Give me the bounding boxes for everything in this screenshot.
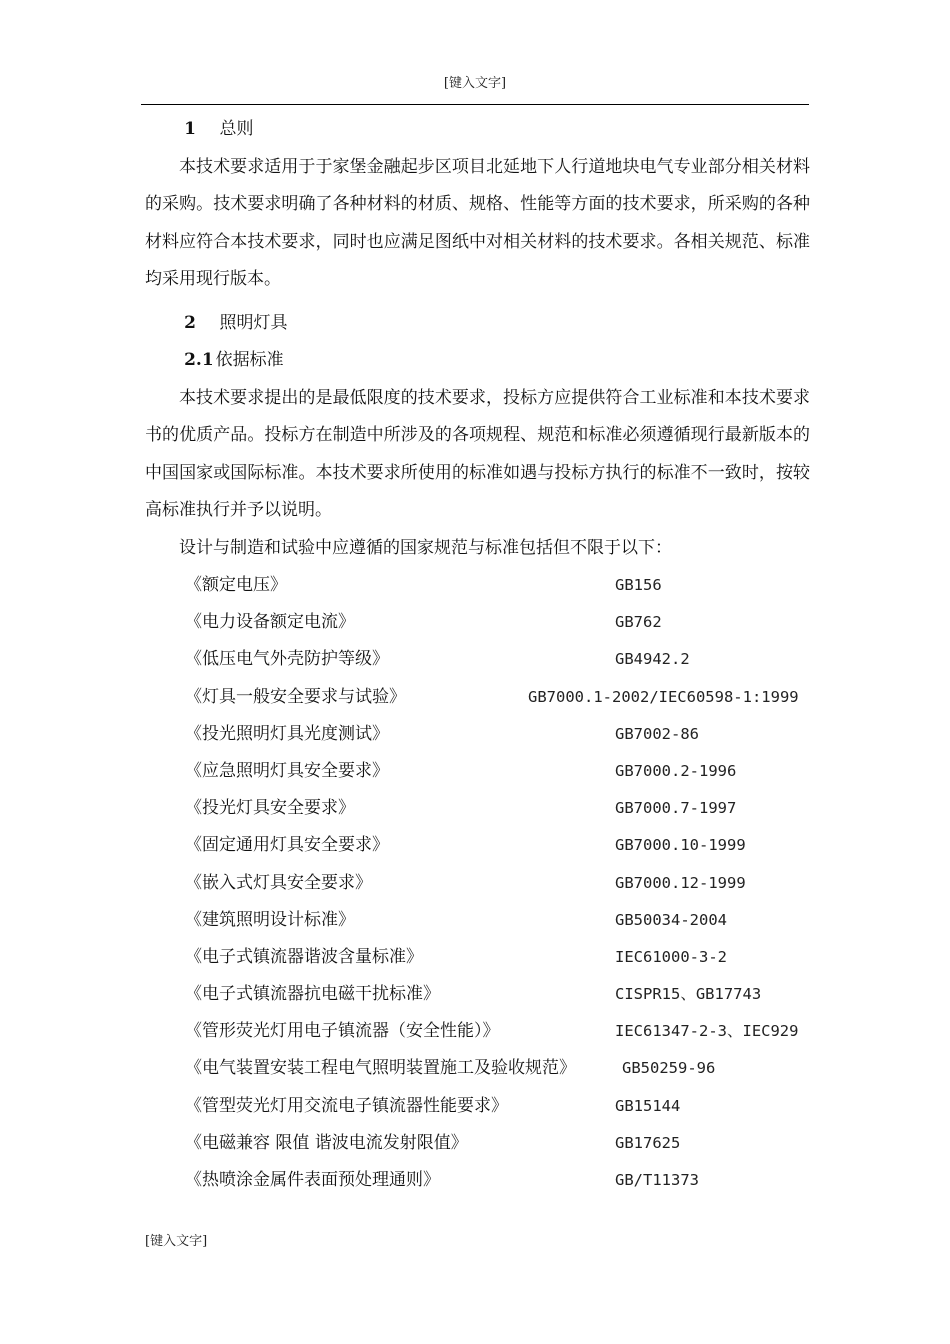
standard-item (145, 1125, 810, 1162)
section-1-heading (145, 111, 810, 149)
section-2-heading (145, 305, 810, 343)
page-header: [键入文字] (443, 76, 507, 91)
section-2-1-title: 依据标准 (215, 350, 284, 370)
standard-title: 《应急照明灯具安全要求》 (185, 760, 389, 781)
standard-item (145, 1050, 810, 1087)
standard-code: GB7002-86 (615, 724, 699, 743)
standard-title: 《电力设备额定电流》 (185, 612, 355, 633)
standard-title: 《投光照明灯具光度测试》 (185, 723, 389, 744)
standard-code: IEC61347-2-3、IEC929 (615, 1022, 799, 1041)
standard-item (145, 939, 810, 976)
standard-code: CISPR15、GB17743 (615, 985, 762, 1004)
standard-item (145, 679, 810, 716)
standard-item (145, 716, 810, 753)
standard-code: GB7000.1-2002/IEC60598-1:1999 (528, 687, 799, 706)
standard-code: GB50034-2004 (615, 910, 727, 929)
page-footer: [键入文字] (145, 1234, 208, 1249)
standard-item (145, 567, 810, 604)
standard-code: GB4942.2 (615, 650, 690, 669)
standard-item (145, 976, 810, 1013)
standard-code: GB156 (615, 576, 662, 594)
standard-item (145, 753, 810, 790)
standards-list (145, 567, 810, 1199)
standard-code: GB/T11373 (615, 1171, 699, 1189)
section-2-number: 2 (184, 312, 196, 333)
standard-item (145, 1013, 810, 1050)
header-rule (141, 104, 809, 105)
standard-code: GB762 (615, 613, 662, 632)
standard-title: 《电磁兼容 限值 谐波电流发射限值》 (185, 1132, 468, 1153)
standard-title: 《建筑照明设计标准》 (185, 909, 355, 930)
standard-code: GB15144 (615, 1096, 681, 1115)
standard-title: 《嵌入式灯具安全要求》 (185, 872, 372, 893)
document-body (145, 111, 810, 1199)
section-1-title: 总则 (219, 119, 254, 139)
standards-intro: 设计与制造和试验中应遵循的国家规范与标准包括但不限于以下： (179, 537, 672, 558)
standard-item (145, 865, 810, 902)
standard-item (145, 827, 810, 864)
standard-title: 《热喷涂金属件表面预处理通则》 (185, 1170, 440, 1190)
standard-item (145, 641, 810, 678)
standard-code: GB17625 (615, 1133, 681, 1152)
standard-item (145, 902, 810, 939)
standard-title: 《电子式镇流器抗电磁干扰标准》 (185, 984, 440, 1005)
standard-item (145, 1088, 810, 1125)
standard-title: 《电子式镇流器谐波含量标准》 (185, 946, 423, 967)
standard-code: GB7000.2-1996 (615, 761, 737, 780)
section-1-paragraph: 本技术要求适用于于家堡金融起步区项目北延地下人行道地块电气专业部分相关材料的采购。技术要求明确了各种材料的材质、规格、性能等方面的技术要求，所采购的各种材料应符合本技术要求，同时也应满足图纸中对相关材料的技术要求。各相关规范、标准均采用现行版本。 (145, 156, 810, 289)
standard-code: IEC61000-3-2 (615, 947, 727, 966)
standard-code: GB7000.7-1997 (615, 799, 737, 818)
standard-title: 《管型荧光灯用交流电子镇流器性能要求》 (185, 1095, 508, 1116)
section-2-1-paragraph: 本技术要求提出的是最低限度的技术要求，投标方应提供符合工业标准和本技术要求书的优质产品。投标方在制造中所涉及的各项规程、规范和标准必须遵循现行最新版本的中国国家或国际标准。本技术要求所使用的标准如遇与投标方执行的标准不一致时，按较高标准执行并予以说明。 (145, 387, 810, 520)
standard-code: GB50259-96 (622, 1059, 716, 1078)
standard-title: 《电气装置安装工程电气照明装置施工及验收规范》 (185, 1058, 576, 1079)
standard-code: GB7000.10-1999 (615, 836, 746, 855)
standard-title: 《固定通用灯具安全要求》 (185, 835, 389, 856)
section-1-number: 1 (184, 119, 196, 139)
standard-item (145, 790, 810, 827)
standard-title: 《低压电气外壳防护等级》 (185, 649, 389, 670)
standard-code: GB7000.12-1999 (615, 873, 746, 892)
standard-title: 《管形荧光灯用电子镇流器（安全性能）》 (185, 1021, 500, 1042)
standard-title: 《额定电压》 (185, 575, 287, 595)
section-2-1-number: 2.1 (184, 350, 214, 370)
standard-title: 《灯具一般安全要求与试验》 (185, 686, 406, 707)
standard-item (145, 604, 810, 641)
section-2-1-heading (145, 342, 810, 380)
standard-title: 《投光灯具安全要求》 (185, 798, 355, 819)
standard-item (145, 1162, 810, 1199)
section-2-title: 照明灯具 (219, 312, 288, 333)
